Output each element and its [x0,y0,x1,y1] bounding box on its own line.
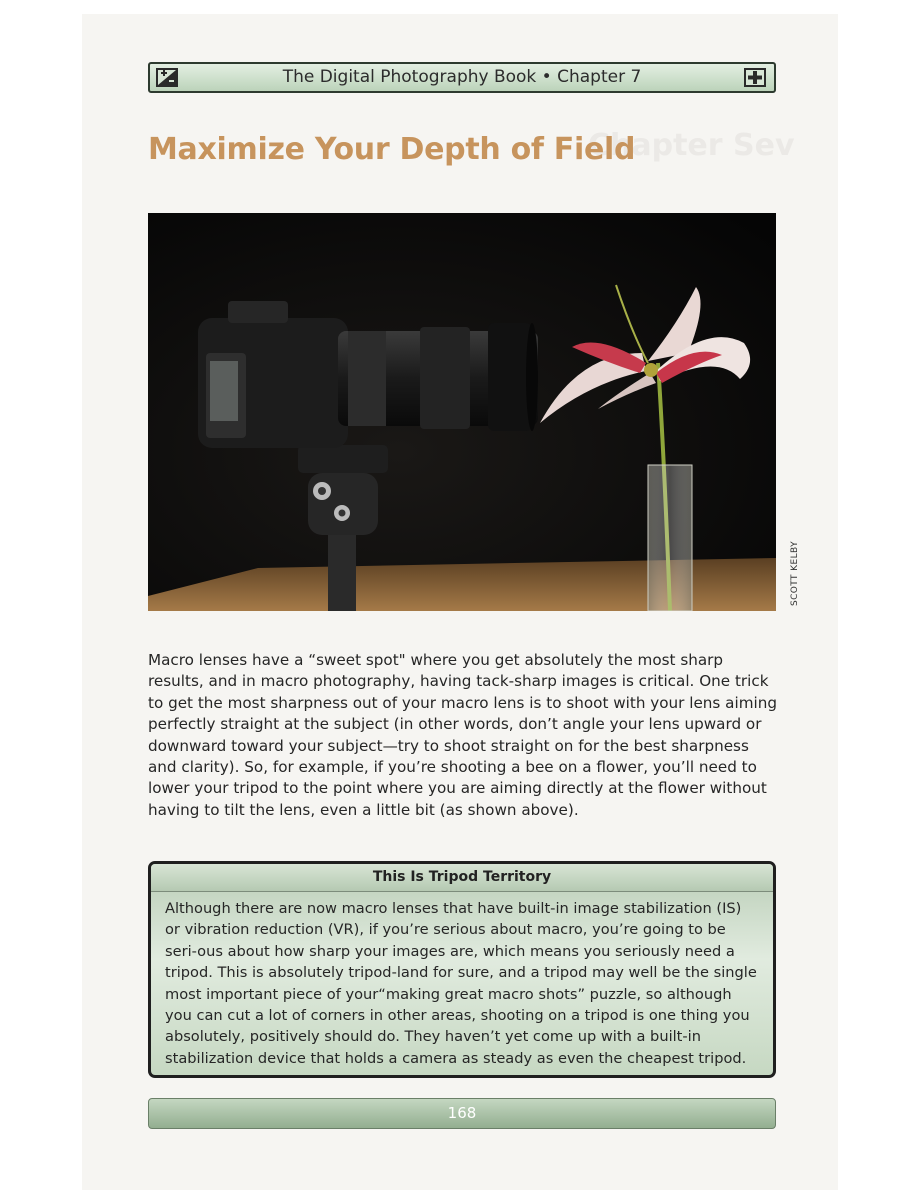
chapter-header-title: The Digital Photography Book • Chapter 7 [282,67,642,87]
photo-credit: SCOTT KELBY [790,541,800,606]
page-number-bar [148,1098,776,1129]
tip-title: This Is Tripod Territory [151,864,773,892]
bleed-through-text: Chapter Sev [588,128,795,163]
page-number: 168 [447,1104,477,1122]
chapter-header-bar [148,62,776,93]
tip-text: Although there are now macro lenses that have built-in image stabilization (IS) or vibration reduction (VR), if you’re serious about macro, you’re going to be seri-ous about how sharp your images are, which means you seriously need a tripod. This is absolutely tripod-land for sure, and a tripod may well be the single most important piece of your“making great macro shots” puzzle, so although you can cut a lot of corners in other areas, shooting on a tripod is one thing you absolutely, positively should do. They haven’t yet come up with a built-in stabilization device that holds a camera as steady as even the cheapest tripod. [165,900,757,1067]
plus-box-icon [744,68,766,87]
macro-setup-photo [148,213,776,611]
tip-box [148,861,776,1078]
body-paragraph: Macro lenses have a “sweet spot" where you get absolutely the most sharp results, and in macro photography, having tack-sharp images is critical. One trick to get the most sharpness out of your macro lens is to shoot with your lens aiming perfectly straight at the subject (in other words, don’t angle your lens upward or downward toward your subject—try to shoot straight on for the best sharpness and clarity). So, for example, if you’re shooting a bee on a flower, you’ll need to lower your tripod to the point where you are aiming directly at the flower without having to tilt the lens, even a little bit (as shown above). [148,651,777,819]
section-title: Maximize Your Depth of Field [148,132,636,167]
